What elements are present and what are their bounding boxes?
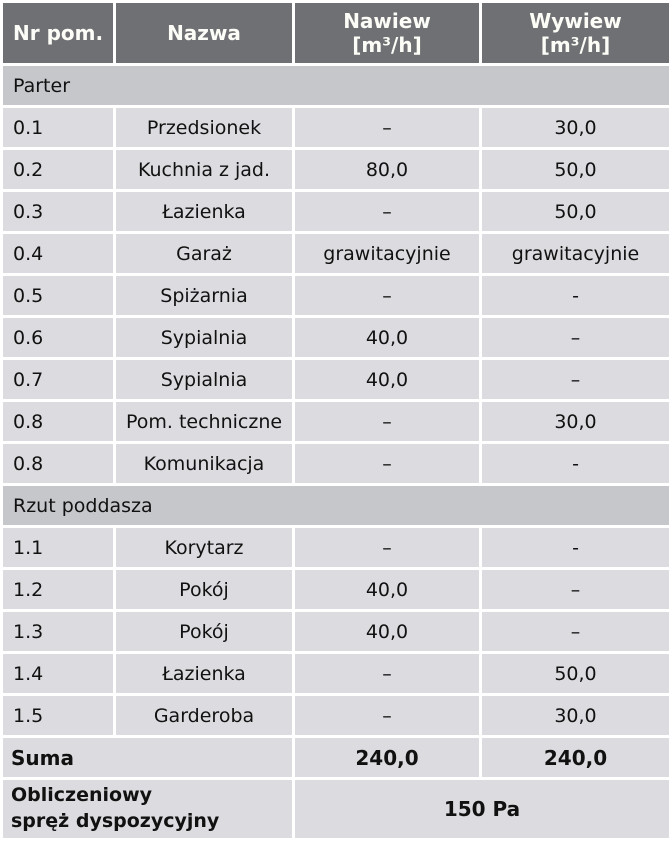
exhaust-value-cell: 50,0 xyxy=(482,150,669,189)
section-title: Rzut poddasza xyxy=(3,486,669,525)
room-name-cell: Łazienka xyxy=(116,654,292,693)
col-header-nazwa xyxy=(116,3,292,63)
table-row xyxy=(3,360,669,399)
section-row-parter xyxy=(3,66,669,105)
table-row xyxy=(3,654,669,693)
table-row xyxy=(3,108,669,147)
room-number-cell: 1.3 xyxy=(3,612,113,651)
footer-pressure-value: 150 Pa xyxy=(295,780,669,838)
summary-label: Suma xyxy=(3,738,292,777)
room-number-cell: 1.2 xyxy=(3,570,113,609)
supply-value-cell: – xyxy=(295,276,479,315)
room-name-cell: Przedsionek xyxy=(116,108,292,147)
supply-value-cell: – xyxy=(295,402,479,441)
exhaust-value-cell: - xyxy=(482,528,669,567)
exhaust-value-cell: – xyxy=(482,360,669,399)
table-row xyxy=(3,402,669,441)
room-number-cell: 0.5 xyxy=(3,276,113,315)
table-row xyxy=(3,150,669,189)
supply-value-cell: 40,0 xyxy=(295,318,479,357)
room-name-cell: Komunikacja xyxy=(116,444,292,483)
exhaust-value-cell: – xyxy=(482,318,669,357)
supply-value-cell: – xyxy=(295,192,479,231)
section-title: Parter xyxy=(3,66,669,105)
room-name-cell: Sypialnia xyxy=(116,360,292,399)
room-number-cell: 1.5 xyxy=(3,696,113,735)
room-number-cell: 0.3 xyxy=(3,192,113,231)
room-number-cell: 0.2 xyxy=(3,150,113,189)
room-number-cell: 0.8 xyxy=(3,444,113,483)
exhaust-value-cell: 30,0 xyxy=(482,402,669,441)
supply-value-cell: – xyxy=(295,528,479,567)
exhaust-value-cell: – xyxy=(482,570,669,609)
table-row xyxy=(3,192,669,231)
col-header-unit: [m³/h] xyxy=(540,33,611,57)
table-row xyxy=(3,612,669,651)
room-name-cell: Łazienka xyxy=(116,192,292,231)
room-number-cell: 0.4 xyxy=(3,234,113,273)
summary-supply-total: 240,0 xyxy=(295,738,479,777)
room-name-cell: Garderoba xyxy=(116,696,292,735)
room-name-cell: Pokój xyxy=(116,612,292,651)
supply-value-cell: 40,0 xyxy=(295,570,479,609)
supply-value-cell: – xyxy=(295,108,479,147)
room-name-cell: Kuchnia z jad. xyxy=(116,150,292,189)
exhaust-value-cell: 30,0 xyxy=(482,696,669,735)
supply-value-cell: grawitacyjnie xyxy=(295,234,479,273)
col-header-label: Nazwa xyxy=(167,21,241,45)
table-row xyxy=(3,276,669,315)
room-number-cell: 1.4 xyxy=(3,654,113,693)
summary-exhaust-total: 240,0 xyxy=(482,738,669,777)
footer-label xyxy=(3,780,292,838)
room-name-cell: Spiżarnia xyxy=(116,276,292,315)
exhaust-value-cell: 30,0 xyxy=(482,108,669,147)
summary-row xyxy=(3,738,669,777)
table-row xyxy=(3,444,669,483)
table-header-row xyxy=(3,3,669,63)
supply-value-cell: – xyxy=(295,654,479,693)
room-name-cell: Pom. techniczne xyxy=(116,402,292,441)
exhaust-value-cell: 50,0 xyxy=(482,192,669,231)
footer-row xyxy=(3,780,669,838)
supply-value-cell: 40,0 xyxy=(295,360,479,399)
room-number-cell: 0.7 xyxy=(3,360,113,399)
footer-label-line2: spręż dyspozycyjny xyxy=(11,810,220,832)
table-row xyxy=(3,696,669,735)
room-number-cell: 0.8 xyxy=(3,402,113,441)
section-row-rzut-poddasza xyxy=(3,486,669,525)
table-row xyxy=(3,318,669,357)
room-number-cell: 0.6 xyxy=(3,318,113,357)
exhaust-value-cell: - xyxy=(482,276,669,315)
room-name-cell: Garaż xyxy=(116,234,292,273)
supply-value-cell: 40,0 xyxy=(295,612,479,651)
exhaust-value-cell: - xyxy=(482,444,669,483)
table-row xyxy=(3,570,669,609)
room-name-cell: Sypialnia xyxy=(116,318,292,357)
col-header-unit: [m³/h] xyxy=(352,33,422,57)
room-name-cell: Pokój xyxy=(116,570,292,609)
room-number-cell: 1.1 xyxy=(3,528,113,567)
footer-label-line1: Obliczeniowy xyxy=(11,784,153,807)
exhaust-value-cell: – xyxy=(482,612,669,651)
supply-value-cell: – xyxy=(295,696,479,735)
room-number-cell: 0.1 xyxy=(3,108,113,147)
room-name-cell: Korytarz xyxy=(116,528,292,567)
col-header-wywiew xyxy=(482,3,669,63)
col-header-label: Wywiew xyxy=(529,9,622,33)
table-row xyxy=(3,528,669,567)
supply-value-cell: 80,0 xyxy=(295,150,479,189)
col-header-nr-pom xyxy=(3,3,113,63)
col-header-label: Nawiew xyxy=(343,9,431,33)
table-row xyxy=(3,234,669,273)
col-header-nawiew xyxy=(295,3,479,63)
exhaust-value-cell: grawitacyjnie xyxy=(482,234,669,273)
supply-value-cell: – xyxy=(295,444,479,483)
col-header-label: Nr pom. xyxy=(13,21,104,45)
exhaust-value-cell: 50,0 xyxy=(482,654,669,693)
